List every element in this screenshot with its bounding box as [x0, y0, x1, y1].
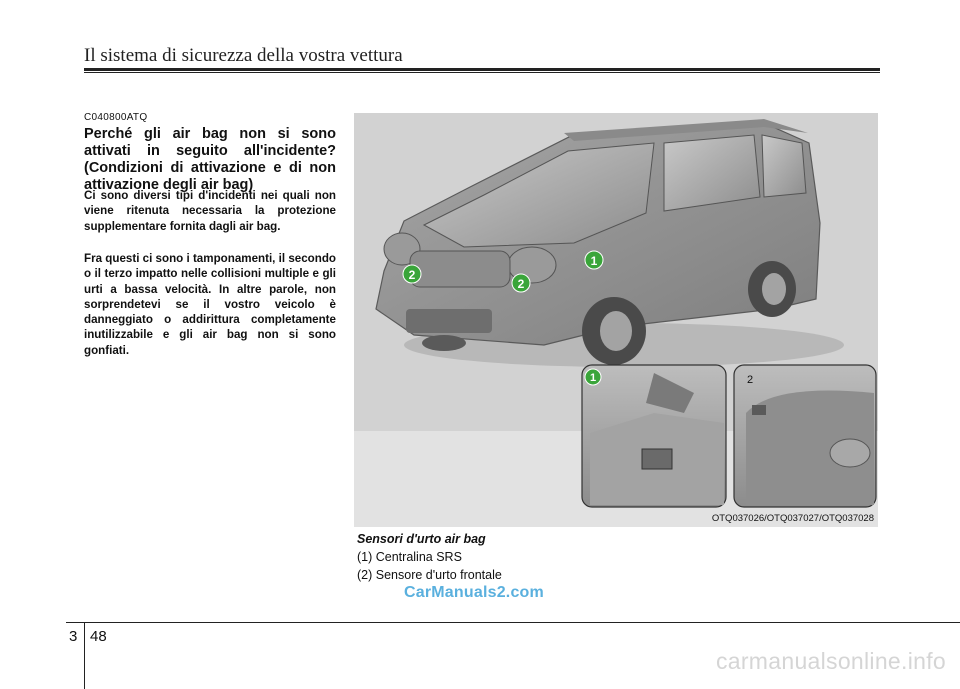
- marker-front-sensor-left: [403, 265, 421, 283]
- page-number: 48: [90, 628, 107, 645]
- marker-front-sensor-right: [512, 274, 530, 292]
- rear-rim: [762, 273, 786, 305]
- watermark-link[interactable]: CarManuals2.com: [404, 584, 544, 601]
- watermark-footer: carmanualsonline.info: [715, 648, 946, 674]
- inset-front-sensor: [734, 365, 876, 507]
- airbag-sensor-figure: [354, 113, 878, 527]
- side-window-1: [664, 135, 760, 211]
- paragraph-2: Fra questi ci sono i tamponamenti, il secondo o il terzo impatto nelle collisioni multiple e gli urti a bassa velocità. In altre parole, non sorprendetevi se il vostro veicolo è danneggiato o addirittura completamente inutilizzabile e gli air bag non si sono gonfiati.: [84, 252, 336, 357]
- bumper-vent: [406, 309, 492, 333]
- section-heading: Perché gli air bag non si sono attivati in seguito all'incidente? (Condizioni di attivazione e di non attivazione degli air bag): [84, 126, 336, 193]
- side-window-2: [762, 135, 806, 197]
- left-wheel: [422, 335, 466, 351]
- footer-rule: [66, 622, 960, 623]
- header-rule-thin: [84, 72, 880, 73]
- svg-text:2: 2: [747, 374, 754, 386]
- svg-text:2: 2: [517, 277, 525, 291]
- caption-item-sensor: (2) Sensore d'urto frontale: [357, 568, 502, 582]
- figure-code: OTQ037026/OTQ037027/OTQ037028: [711, 513, 874, 524]
- footer-divider: [84, 622, 85, 689]
- caption-item-srs: (1) Centralina SRS: [357, 550, 462, 564]
- svg-text:1: 1: [589, 372, 597, 384]
- caption-title: Sensori d'urto air bag: [357, 532, 486, 546]
- header-rule: [84, 68, 880, 71]
- marker-srs-unit: [585, 251, 603, 269]
- inset-srs-unit: [582, 365, 726, 507]
- chapter-number: 3: [69, 628, 78, 645]
- grille: [410, 251, 510, 287]
- svg-text:1: 1: [590, 254, 598, 268]
- section-code: C040800ATQ: [84, 112, 148, 123]
- paragraph-1: Ci sono diversi tipi d'incidenti nei quali non viene ritenuta necessaria la protezione supplementare fornita dagli air bag.: [84, 189, 336, 233]
- svg-text:2: 2: [408, 268, 416, 282]
- front-rim: [600, 311, 632, 351]
- header-title: Il sistema di sicurezza della vostra vettura: [84, 45, 403, 66]
- van-illustration: [354, 113, 878, 527]
